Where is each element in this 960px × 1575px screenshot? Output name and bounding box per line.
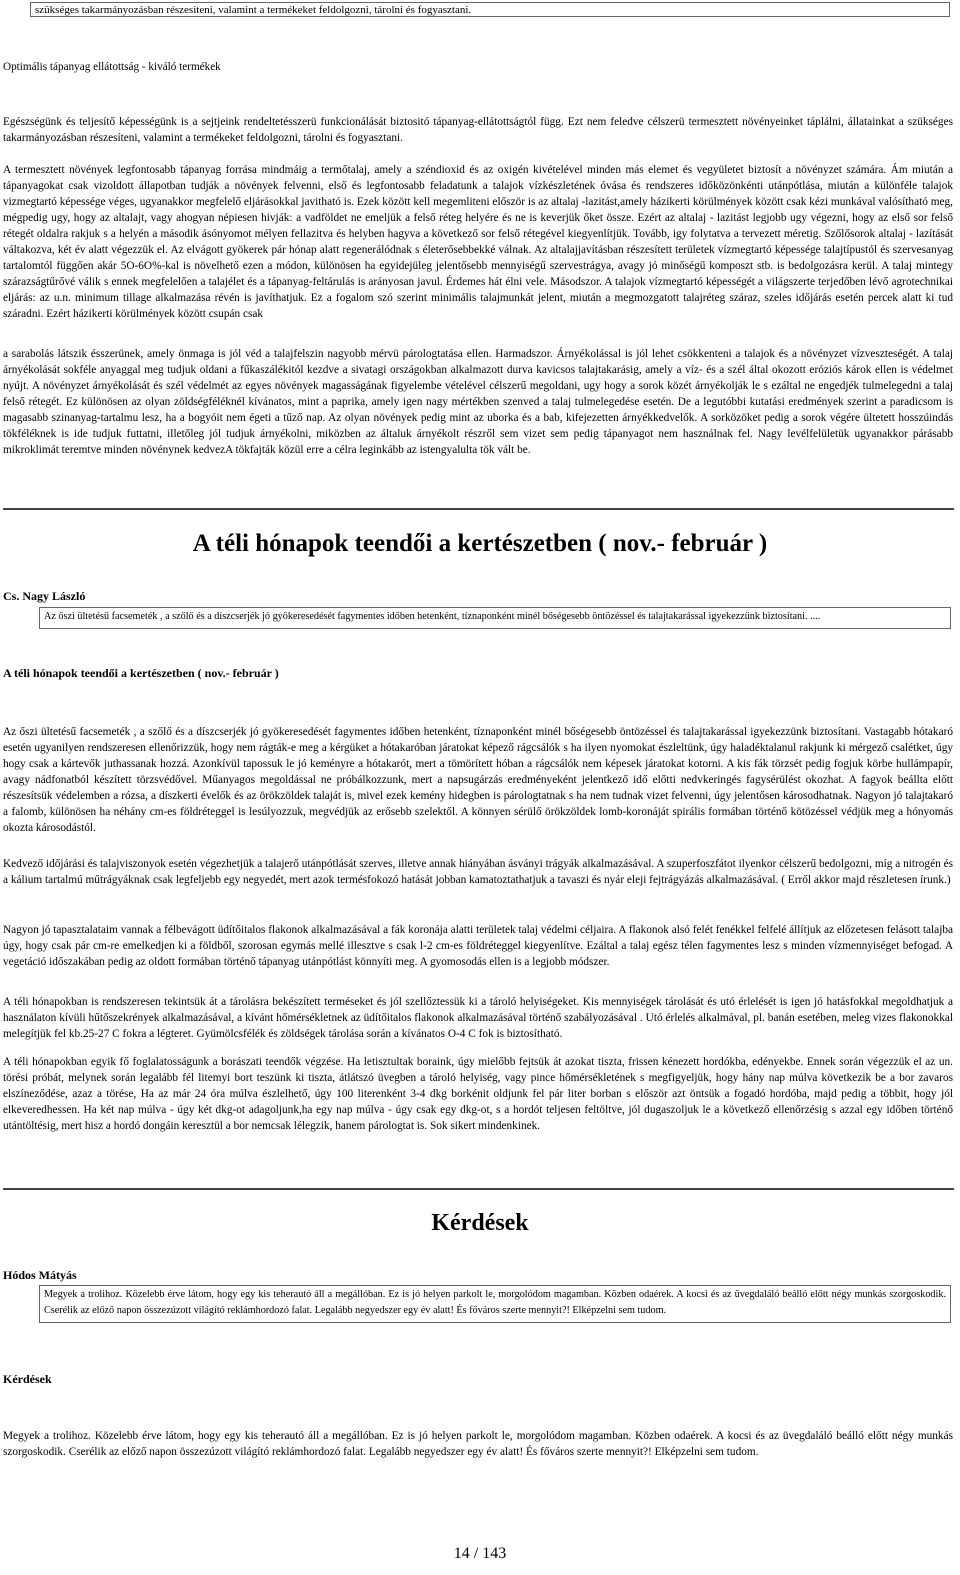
divider-2 [3, 1188, 954, 1190]
paragraph-s2-5: A téli hónapokban egyik fő foglalatosságunk a borászati teendők végzése. Ha letisztultak boraink, úgy mielőbb fejtsük át azokat tiszta, frissen kénezett hordókba, edényekbe. Ennek során végezzük el az un. törési próbát, melynek során legalább fél litemyi bort teszünk ki tiszta, átlátszó üvegben a tároló helyiség, vagy pince hőmérsékletének s megfigyeljük, hogy hány nap múlva következik be a bor zavaros elszíneződése, azaz a törése, Ha az már 24 óra múlva észlelhető, úgy 100 literenként 3-4 dkg borkénit oldjunk fel pár liter borban s először azt öntsük a fogadó hordóba, majd pedig a többit, hogy jól elkeveredhessen. Ha két nap múlva - úgy két dkg-ot adagoljunk,ha egy nap múlva - úgy csak egy dkg-ot, s a hordót teljesen feltöltve, jól dugaszoljuk le a következő ellenőrzésig s azzal egy időben történő utántöltésig, mert hisz a hordó dongáin keresztül a bor nemcsak lélegzik, hanem párologtat is. Sok sikert mindenkinek. [3, 1056, 953, 1132]
paragraph-s2-2: Kedvező időjárási és talajviszonyok esetén végezhetjük a talajerő utánpótlását szerves, illetve annak hiányában ásványi trágyák alkalmazásával. A szuperfoszfátot ilyenkor célszerű bedolgozni, míg a nitrogén és a kálium tartalmú műtrágyáknak csak legfeljebb egy negyedét, mert azok termésfokozó hatását jobban kamatoztathatjuk a tavaszi és nyár eleji fejtrágyázás alkalmazásával. ( Erről akkor majd részletesen írunk.) [3, 858, 953, 886]
paragraph-s2-4: A téli hónapokban is rendszeresen tekintsük át a tárolásra bekészített terméseket és jól szellőztessük ki a tároló helyiségeket. Kis mennyiségek tárolását és utó érlelését is igen jó hatásfokkal megoldhatjuk a használaton kívüli hűtőszekrények alkalmazásával, a kívánt hőmérsékletnek az üdítőitalos flakonok alkalmazásával történő szabályozásával . Utó érlelés alkalmával, pl. banán esetében, meleg vizes flakonokkal melegítjük fel kb.25-27 C fokra a légteret. Gyümölcsfélék és zöldségek tárolása során a kívánatos O-4 C fok is biztosítható. [3, 996, 953, 1040]
paragraph-s1-3: a sarabolás látszik ésszerünek, amely önmaga is jól véd a talajfelszin nagyobb mérvü párologtatása ellen. Harmadszor. Árnyékolással is jól lehet csökkenteni a talajok és a növényzet vízveszteségét. A talaj árnyékolását sokféle anyaggal meg tudjuk oldani a fűkaszálékitól kezdve a sivatagi országokban alkalmazott durva kavicsos talajtakarásig, amely a víz- és a szél által okozott eróziós károk ellen is védelmet nyújt. A növényzet árnyékolását és szél védelmét az egyes növények magasságának figyelembe vételével célszerű megoldani, ugy hogy a sorok közét árnyékolják le s ezáltal ne engedjék tulmelegedni a talaj felső rétegét. Ez különösen az olyan zöldségféléknél kívánatos, mint a paprika, amely igen nagy mértékben szenved a talaj tulmelegedése esetén. De a legutóbbi kutatási eredmények szerint a paradicsom is magasabb szinanyag-tartalmu lesz, ha a bogyóit nem égeti a tűző nap. Az olyan növények pedig mint az uborka és a bab, kifejezetten árnyékkedvelők. A sorközöket pedig a sorok végére ültetett hosszúindás tökféléknek is ide tudjuk futtatni, illetőleg jól tudjuk árnyékolni, miközben az általuk árnyékolt részről sem vizet sem pedig tápanyagot nem használnak fel. Nagy levélfelületük ugyanakkor párásabb mikroklimát teremtve minden növénynek kedvezA tökfajták közül erre a célra leginkább az istengyalulta tök vált be. [3, 348, 953, 456]
paragraph-s1-2: A termesztett növények legfontosabb tápanyag forrása mindmáig a termőtalaj, amely a széndioxid és az oxigén kivételével minden más elemet és vegyületet biztosít a növényzet számára. Ám miután a tápanyagokat csak vizoldott állapotban tudják a növények felvenni, első és legfontosabb feladatunk a talajok vízkészletének óvása és rendszeres időközönkénti utánpótlása, miután a különféle talajok vizmegtartó képessége véges, ugyanakkor megfelelő eljárásokkal javitható is. Ezek között kell megemliteni először is az altalaj -lazitást,amely házikerti körülmények között csak kézi munkával valósítható meg, mégpedig ugy, hogy az altalajt, vagy ahogyan népiesen hivják: a vadföldet ne emeljük a felső réteg helyére és ne is keverjük őket össze. Ezért az altalaj - lazitást legjobb ugy végezni, hogy az első sor felső rétegét oldalra rakjuk s a helyén a második ásónyomot mélyen fellazitva és helyben hagyva a következő sor felső rétegével kiegyenlítjük. Tovább, igy folytatva a tervezett méretig. Szőlősorok altalaj - lazítását váltakozva, két év alatt végezzük el. Az elvágott gyökerek pár hónap alatt regenerálódnak s életerősebbekké válnak. Az altalajjavításban részesített területek vízmegtartó képessége talajtípustól és szervesanyag tartalomtól függően akár 5O-6O%-kal is növelhető ezen a módon, különösen ha egyidejüleg jelentősebb mennyiségű szervestrágya, avagy jó minőségű komposzt stb. is bedolgozásra kerül. A talaj mintegy szárazságtűrővé válik s ennek megfelelően a talajélet és a tápanyag-feltárulás is arányosan javul. Érdemes hát élni vele. Másodszor. A talajok vízmegtartó képességét a világszerte terjedőben lévő agrotechnikai eljárás: az u.n. minimum tillage alkalmazása révén is javíthatjuk. Ez a fogalom szó szerint minimális talajmunkát jelent, miután a megmozgatott talajréteg száraz, szeles időjárás esetén percek alatt ki tud száradni. Ezért házikerti körülmények között csupán csak [3, 164, 953, 320]
paragraph-s1-1: Egészségünk és teljesítő képességünk is a sejtjeink rendeltetésszerü funkcionálását biztositó tápanyag-ellátottságtól függ. Ezt nem feledve célszerü termesztett növényeinket táplálni, állatainkat a szükséges takarmányozásban részesíteni, valamint a termékeket feldolgozni, tárolni és fogyasztani. [3, 116, 953, 144]
divider-1 [3, 508, 954, 510]
paragraph-s3-1: Megyek a trolihoz. Közelebb érve látom, hogy egy kis teherautó áll a megállóban. Ez is jó helyen parkolt le, morgolódom magamban. Közben odaérek. A kocsi és az üvegdaláló beálló előtt négy munkás szorgoskodik. Cserélik az előző napon összezúzott világító reklámhordozó falat. Legalább negyedszer egy év alatt! És főváros szerte mennyit?! Elképzelni sem tudom. [3, 1430, 953, 1458]
author-hodos: Hódos Mátyás [3, 1268, 77, 1282]
article-title-teli: A téli hónapok teendői a kertészetben ( nov.- február ) [192, 530, 768, 557]
page-number: 14 / 143 [453, 1545, 507, 1562]
summary-box-teli: Az őszi ültetésű facsemeték , a szőlő és a díszcserjék jó gyökeresedését fagymentes időben hetenként, tíznaponként minél bőségesebb öntözéssel és talajtakarással igyekezzünk biztosítani. .... [39, 607, 951, 629]
author-cs-nagy: Cs. Nagy László [3, 589, 86, 603]
section-title-optimalis: Optimális tápanyag ellátottság - kiváló termékek [3, 61, 221, 73]
paragraph-s2-3: Nagyon jó tapasztalataim vannak a félbevágott üdítőitalos flakonok alkalmazásával a fák koronája alatti területek talaj védelmi céljaira. A flakonok alsó felét fenékkel felfelé állítjuk az előzetesen felásott talajba úgy, hogy csak pár cm-re emelkedjen ki a földből, szorosan egymás mellé illesztve s csak l-2 cm-es földréteggel kiegyenlítve. Ezáltal a talaj egész télen fagymentes lesz s minden vízmennyiséget befogad. A vegetáció időszakában pedig az oldott formában történő tápanyag utánpótlást könnyíti meg. A gyomosodás ellen is a legjobb módszer. [3, 924, 953, 968]
subtitle-kerdesek: Kérdések [3, 1372, 52, 1386]
top-continuation-line: szükséges takarmányozásban részesíteni, valamint a termékeket feldolgozni, tárolni és fogyasztani. [30, 2, 950, 17]
summary-box-kerdesek: Megyek a trolihoz. Közelebb érve látom, hogy egy kis teherautó áll a megállóban. Ez is jó helyen parkolt le, morgolódom magamban. Közben odaérek. A kocsi és az üvegdaláló beálló előtt négy munkás szorgoskodik. Cserélik az előző napon összezúzott világító reklámhordozó falat. Legalább negyedszer egy év alatt! És főváros szerte mennyit?! Elképzelni sem tudom. [39, 1285, 951, 1323]
paragraph-s2-1: Az őszi ültetésű facsemeték , a szőlő és a díszcserjék jó gyökeresedését fagymentes időben hetenként, tíznaponként minél bőségesebb öntözéssel és talajtakarással igyekezzünk biztosítani. Vastagabb hótakaró esetén ugyanilyen rendszeresen ellenőrizzük, hogy nem rágták-e meg a kérgüket a hótakaróban járatokat képező rágcsálók s ha ilyen nyomokat észleltünk, úgy haladéktalanul rakjunk ki mérgező csalétket, úgy hogy csak a kártevők juthassanak hozzá. Azonkívül tapossuk le jó keményre a hótakarót, mert a tömörített hóban a rágcsálók nem képesek járatokat kotorni. A kis fák törzsét pedig fogjuk körbe hullámpapír, avagy nádfonatból készített törzsvédővel. Műanyagos megoldással ne próbálkozzunk, mert a napsugárzás eredményeként jelentkező idő előtti nedvkeringés fagysérülést okozhat. A fagyok beállta előtt részesítsük védelemben a rózsa, a díszkerti évelők és az örökzöldek talaját is, mivel ezek kemény hidegben is párologtatnak s ha nem tudnak vizet felvenni, úgy jelentősen károsodhatnak. Nagyon jó talajtakaró a falomb, különösen ha néhány cm-es földréteggel is lesúlyozzuk, megvédjük az erősebb szelektől. A könnyen sérülő örökzöldek lomb-koronáját spirális formában történő kötözéssel védjük meg a hónyomás okozta károsodástól. [3, 726, 953, 834]
subtitle-teli: A téli hónapok teendői a kertészetben ( nov.- február ) [3, 666, 279, 680]
article-title-kerdesek: Kérdések [431, 1210, 529, 1236]
